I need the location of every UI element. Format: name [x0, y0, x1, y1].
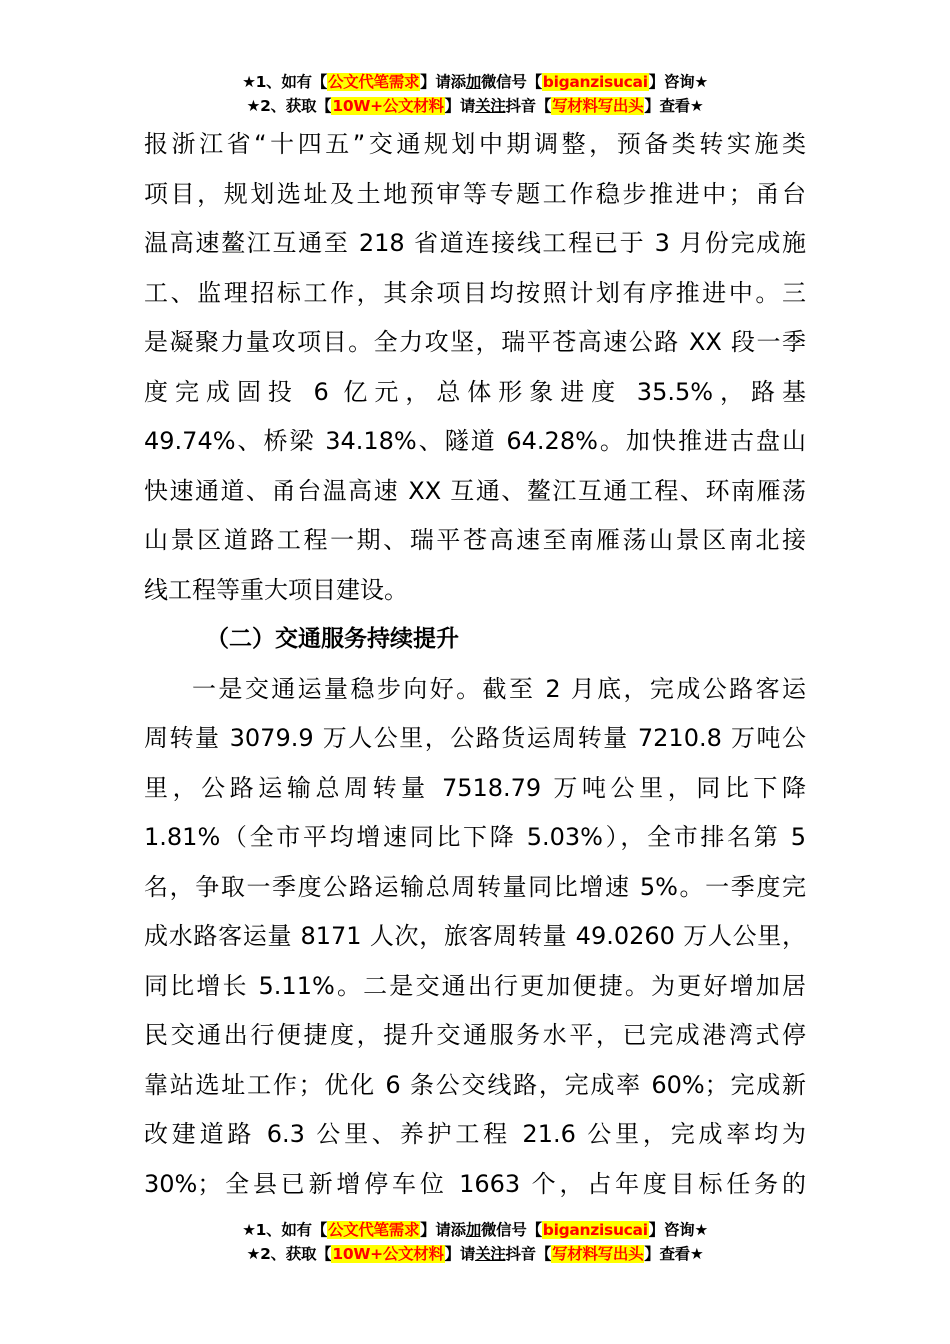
text-line: 靠站选址工作；优化 6 条公交线路，完成率 60%；完成新 [144, 1070, 806, 1099]
text-line: 线工程等重大项目建设。 [144, 575, 408, 604]
banner-underline: 关注 [475, 1245, 506, 1263]
banner-text: 微信号【 [480, 73, 542, 91]
banner-underline: 加 [465, 1221, 481, 1239]
banner-text: 】查看★ [644, 1245, 704, 1263]
banner-highlight-service: 公文代笔需求 [327, 73, 420, 91]
banner-highlight-service: 公文代笔需求 [327, 1221, 420, 1239]
banner-line-2 [0, 94, 950, 118]
top-banner [0, 70, 950, 118]
banner-line-1 [0, 1218, 950, 1242]
paragraph-2 [144, 665, 806, 1210]
banner-text: 】咨询★ [648, 73, 708, 91]
text-line: 民交通出行便捷度，提升交通服务水平，已完成港湾式停 [144, 1021, 806, 1049]
banner-line-2 [0, 1242, 950, 1266]
banner-text: 抖音【 [505, 1245, 552, 1263]
banner-text: 】请添 [420, 1221, 466, 1239]
text-line: 改建道路 6.3 公里、养护工程 21.6 公里，完成率均为 [144, 1120, 806, 1148]
text-line: 成水路客运量 8171 人次，旅客周转量 49.0260 万人公里， [144, 922, 806, 950]
banner-highlight-douyin: 写材料写出头 [552, 97, 644, 115]
banner-text: ★2、获取【 [246, 1245, 332, 1263]
text-line: 周转量 3079.9 万人公里，公路货运周转量 7210.8 万吨公 [144, 724, 806, 752]
banner-text: 】请添 [420, 73, 466, 91]
banner-text: 抖音【 [505, 97, 552, 115]
text-line: 报浙江省“十四五”交通规划中期调整，预备类转实施类 [144, 130, 806, 158]
banner-text: 】请 [444, 1245, 476, 1263]
banner-text: 】咨询★ [648, 1221, 708, 1239]
banner-highlight-wechat: biganzisucai [542, 1221, 648, 1239]
banner-highlight-douyin: 写材料写出头 [552, 1245, 644, 1263]
text-line: 1.81%（全市平均增速同比下降 5.03%），全市排名第 5 [144, 823, 806, 851]
text-line: 49.74%、桥梁 34.18%、隧道 64.28%。加快推进古盘山 [144, 427, 806, 455]
text-line: 名，争取一季度公路运输总周转量同比增速 5%。一季度完 [144, 872, 806, 901]
banner-highlight-wechat: biganzisucai [542, 73, 648, 91]
banner-underline: 关注 [475, 97, 506, 115]
text-line: 快速通道、甬台温高速 XX 互通、鳌江互通工程、环南雁荡 [144, 476, 806, 505]
banner-line-1 [0, 70, 950, 94]
text-line: 工、监理招标工作，其余项目均按照计划有序推进中。三 [144, 278, 806, 307]
text-line: 温高速鳌江互通至 218 省道连接线工程已于 3 月份完成施 [144, 229, 806, 257]
text-line: 项目，规划选址及土地预审等专题工作稳步推进中；甬台 [144, 179, 806, 208]
banner-highlight-materials: 10W+公文材料 [332, 1245, 444, 1263]
document-body [144, 120, 806, 1209]
banner-text: ★2、获取【 [246, 97, 332, 115]
paragraph-1 [144, 120, 806, 615]
bottom-banner [0, 1218, 950, 1266]
text-line: 30%；全县已新增停车位 1663 个，占年度目标任务的 [144, 1169, 806, 1198]
text-line: 度完成固投 6 亿元，总体形象进度 35.5%，路基 [144, 377, 806, 406]
banner-text: 微信号【 [480, 1221, 542, 1239]
text-line: 同比增长 5.11%。二是交通出行更加便捷。为更好增加居 [144, 971, 806, 1000]
banner-highlight-materials: 10W+公文材料 [332, 97, 444, 115]
banner-text: ★1、如有【 [242, 73, 327, 91]
text-line: 里，公路运输总周转量 7518.79 万吨公里，同比下降 [144, 773, 806, 802]
banner-text: 】查看★ [644, 97, 704, 115]
banner-underline: 加 [465, 73, 481, 91]
text-line: 一是交通运量稳步向好。截至 2 月底，完成公路客运 [192, 674, 806, 703]
banner-text: ★1、如有【 [242, 1221, 327, 1239]
text-line: 是凝聚力量攻项目。全力攻坚，瑞平苍高速公路 XX 段一季 [144, 328, 806, 356]
section-heading: （二）交通服务持续提升 [206, 626, 459, 652]
text-line: 山景区道路工程一期、瑞平苍高速至南雁荡山景区南北接 [144, 526, 806, 554]
banner-text: 】请 [444, 97, 476, 115]
